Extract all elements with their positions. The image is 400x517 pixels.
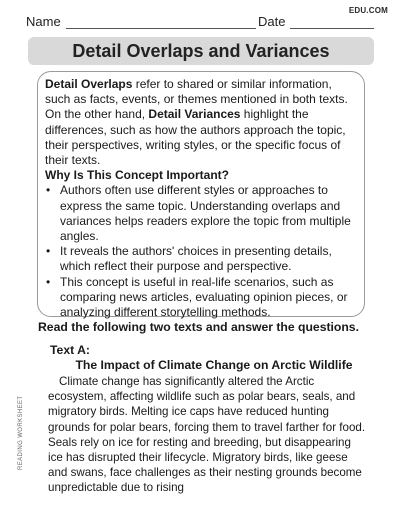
bullet-icon: • xyxy=(46,274,51,289)
text-a-body: Climate change has significantly altered the Arctic ecosystem, affecting wildlife such as polar bears, seals, and migratory birds. Melting ice caps have reduced hunting grounds for polar bears, forcing them to travel farther for food. Seals rely on ice for resting and breeding, but disappearing ice has disrupted their lifecycle. Migratory birds, like geese and swans, face challenges as their nesting grounds become unpredictable due to rising xyxy=(48,375,366,495)
importance-item xyxy=(45,183,356,244)
bullet-icon: • xyxy=(46,244,51,259)
definition-text-1: refer to shared or similar information, such as facts, events, or themes mentioned in both texts. On the other hand, xyxy=(45,77,348,122)
name-date-header xyxy=(26,14,374,32)
name-label: Name xyxy=(26,14,61,29)
why-heading: Why Is This Concept Important? xyxy=(45,168,230,183)
importance-text: This concept is useful in real-life scenarios, such as comparing news articles, evaluating opinion pieces, or analyzing different storytelling methods. xyxy=(60,274,348,320)
term-detail-variances: Detail Variances xyxy=(148,107,241,122)
definition-text-2: highlight the differences, such as how the authors approach the topic, their perspectives, writing styles, or the specific focus of their texts. xyxy=(45,107,346,168)
page-title: Detail Overlaps and Variances xyxy=(72,40,330,61)
importance-text: Authors often use different styles or approaches to express the same topic. Understanding overlaps and variances helps readers explore the topic from multiple angles. xyxy=(60,183,351,244)
concept-explanation-box xyxy=(37,71,365,320)
bullet-icon: • xyxy=(46,183,51,198)
concept-definition xyxy=(45,77,356,168)
name-line[interactable] xyxy=(66,28,256,29)
term-detail-overlaps: Detail Overlaps xyxy=(45,77,133,91)
date-label: Date xyxy=(258,14,286,29)
importance-list xyxy=(45,183,356,320)
instruction-text: Read the following two texts and answer the questions. xyxy=(38,320,359,334)
date-line[interactable] xyxy=(290,28,374,29)
text-a-label: Text A: xyxy=(50,343,90,357)
importance-item xyxy=(45,275,356,321)
importance-text: It reveals the authors' choices in presenting details, which reflect their purpose and perspective. xyxy=(60,244,332,274)
importance-item xyxy=(45,244,356,274)
edu-logo: EDU.COM xyxy=(348,6,388,15)
worksheet-title xyxy=(28,37,374,65)
reading-worksheet-label: READING WORKSHEET xyxy=(18,395,24,470)
text-a-title: The Impact of Climate Change on Arctic Wildlife xyxy=(75,358,353,372)
